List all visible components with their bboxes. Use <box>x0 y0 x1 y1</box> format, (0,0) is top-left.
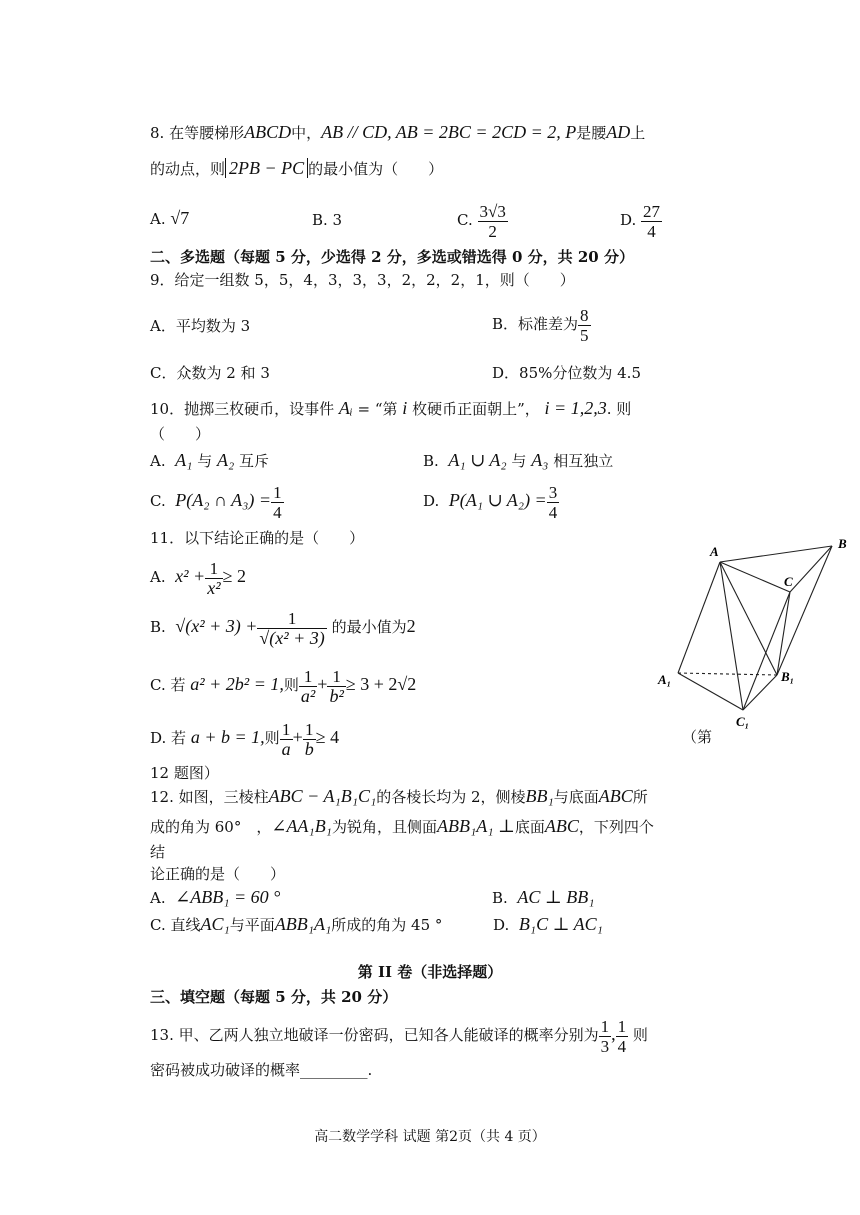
numerator: 3 <box>548 482 558 502</box>
q10-option-b <box>423 450 613 471</box>
q10-text: . 则 <box>606 400 632 418</box>
option-math: a + b = 1, <box>190 727 265 747</box>
q12-text: 为锐角，且侧面 <box>331 818 437 836</box>
option-label: B. <box>423 452 439 470</box>
numerator: 1 <box>205 559 222 579</box>
q8-text: 8. 在等腰梯形 <box>150 124 245 142</box>
option-text: 相互独立 <box>553 452 614 470</box>
q11-stem: 11．以下结论正确的是（ ） <box>150 529 365 547</box>
option-label: D. <box>423 492 440 510</box>
q8-text: 的动点，则 <box>150 160 226 178</box>
q12-stem-line1 <box>150 786 648 807</box>
denominator: 4 <box>273 502 282 522</box>
option-math: ≥ 3 + 2√2 <box>345 674 417 694</box>
option-label: D. <box>493 916 510 934</box>
q12-stem-line2 <box>150 816 654 837</box>
option-math: P(A₁ ∪ A₂) = <box>448 490 547 510</box>
edge-b1c <box>777 592 790 675</box>
page-footer: 高二数学学科 试题 第2页（共 4 页） <box>314 1129 546 1145</box>
q10-option-d <box>423 478 559 523</box>
option-math: P(A₂ ∩ A₃) = <box>175 490 272 510</box>
vertex-label-c1: C₁ <box>736 714 750 729</box>
figure-caption-part1: （第 <box>682 728 713 746</box>
option-math: a² + 2b² = 1, <box>190 674 284 694</box>
option-math: 2 <box>406 616 416 636</box>
option-text: 与 <box>197 452 213 470</box>
q8-math: AD <box>606 122 631 142</box>
q12-text: 的各棱长均为 2，侧棱 <box>376 788 526 806</box>
option-math: ≥ 2 <box>222 566 246 586</box>
q12-text: ，下列四个 <box>578 818 654 836</box>
edge-a1c1 <box>678 673 743 710</box>
q10-stem-line1 <box>150 398 631 419</box>
numerator: 1 <box>280 720 293 740</box>
q13-text: 则 <box>632 1026 648 1044</box>
option-label: C. <box>150 492 166 510</box>
q10-text: 10．抛掷三枚硬币，设事件 <box>150 400 335 418</box>
q12-math: ∠AA₁B₁ <box>271 816 332 836</box>
option-label: A. <box>150 568 166 586</box>
option-math: ≥ 4 <box>315 727 340 747</box>
option-text: B．标准差为 <box>492 315 579 333</box>
option-math: A₁ ∪ A₂ <box>448 450 507 470</box>
q8-text: 的最小值为（ ） <box>308 160 444 178</box>
section3-title: 三、填空题（每题 5 分，共 20 分） <box>150 988 398 1006</box>
option-math: A₂ <box>217 450 235 470</box>
denominator: 3 <box>600 1036 610 1056</box>
fraction <box>478 202 508 241</box>
fraction <box>327 667 345 706</box>
numerator: 27 <box>643 201 661 221</box>
numerator: 1 <box>257 609 326 629</box>
edge-ab <box>720 546 832 562</box>
option-math: + <box>317 674 328 694</box>
q9-option-a: A．平均数为 3 <box>150 317 251 335</box>
q10-option-a <box>150 450 269 471</box>
q12-option-c <box>150 914 442 935</box>
q11-option-b <box>150 604 416 649</box>
option-label: B. <box>492 889 508 907</box>
edge-cc1 <box>743 592 790 710</box>
option-math: B₁C ⊥ AC₁ <box>518 914 603 934</box>
q8-math: AB // CD, AB = 2BC = 2CD = 2, P <box>321 122 577 142</box>
q13-line2: 密码被成功破译的概率_________. <box>150 1061 373 1079</box>
numerator: 1 <box>303 720 316 740</box>
q11-option-c <box>150 662 416 707</box>
q12-text: 12. 如图，三棱柱 <box>150 788 269 806</box>
part2-title: 第 II 卷（非选择题） <box>357 963 503 981</box>
q12-math: BB₁ <box>525 786 554 806</box>
numerator: 1 <box>600 1016 610 1036</box>
section2-title: 二、多选题（每题 5 分，少选得 2 分，多选或错选得 0 分，共 20 分） <box>150 248 634 266</box>
q10-stem-line2: （ ） <box>150 425 211 443</box>
numerator: 1 <box>617 1016 627 1036</box>
q13-line1 <box>150 1012 648 1057</box>
denominator: 5 <box>580 325 589 345</box>
fraction <box>299 667 317 706</box>
edge-aa1 <box>678 562 720 673</box>
q12-math: ABB₁A₁ ⊥ <box>436 816 515 836</box>
fraction <box>599 1017 612 1056</box>
option-label: C. 若 <box>150 676 186 694</box>
denominator: b² <box>329 685 344 706</box>
option-math: A₁ <box>175 450 193 470</box>
vertex-label-b1: B₁ <box>781 669 795 684</box>
option-math: AC ⊥ BB₁ <box>517 887 595 907</box>
q10-option-c <box>150 478 284 523</box>
option-text: 与平面 <box>229 916 275 934</box>
q13-text: 13. 甲、乙两人独立地破译一份密码，已知各人能破译的概率分别为 <box>150 1026 599 1044</box>
option-label: B. <box>150 618 166 636</box>
vertex-label-a1: A₁ <box>658 672 672 687</box>
numerator: 8 <box>580 305 589 325</box>
q12-text: 底面 <box>514 818 545 836</box>
denominator: 4 <box>647 221 656 241</box>
numerator: 1 <box>273 482 282 502</box>
q8-option-c <box>457 198 508 242</box>
q12-math: ABC − A₁B₁C₁ <box>268 786 377 806</box>
option-label: D. 若 <box>150 729 187 747</box>
edge-bc <box>790 546 832 592</box>
q13-math: , <box>611 1024 616 1044</box>
q9-stem: 9．给定一组数 5，5，4，3，3，3，2，2，2，1，则（ ） <box>150 271 575 289</box>
fraction <box>257 609 326 648</box>
option-math: √(x² + 3) + <box>175 616 258 636</box>
edge-a1b1-hidden <box>678 673 777 675</box>
option-text: 互斥 <box>239 452 270 470</box>
fraction <box>578 306 591 345</box>
option-text: 与 <box>511 452 527 470</box>
denominator: a² <box>300 685 316 706</box>
vertex-label-c: C <box>784 574 793 589</box>
q9-option-c: C．众数为 2 和 3 <box>150 364 270 382</box>
edge-bb1 <box>777 546 832 675</box>
q12-math: ABC <box>598 786 633 806</box>
edge-b1c1 <box>743 675 777 710</box>
figure-caption-part2: 12 题图） <box>150 764 219 782</box>
option-label: C. <box>457 211 473 229</box>
option-label: A. <box>150 210 166 228</box>
fraction <box>205 559 222 598</box>
q10-math: i = 1,2,3 <box>544 398 607 418</box>
fraction <box>271 483 284 522</box>
q8-math: ABCD <box>244 122 292 142</box>
q12-option-d <box>493 914 603 935</box>
numerator: 3√3 <box>479 201 506 221</box>
option-math: ∠ABB₁ = 60 ° <box>175 887 281 907</box>
option-text: 则 <box>264 729 280 747</box>
q12-text: 所 <box>632 788 648 806</box>
denominator: 2 <box>488 221 497 241</box>
vertex-label-a: A <box>710 544 719 559</box>
fraction <box>303 720 316 759</box>
q12-option-b <box>492 887 595 908</box>
option-math: A₃ <box>531 450 549 470</box>
q12-text: 与底面 <box>553 788 599 806</box>
q12-math: ABC <box>544 816 579 836</box>
option-text: 的最小值为 <box>331 618 407 636</box>
fraction <box>641 202 662 241</box>
q8-option-d <box>620 198 662 242</box>
q8-stem-line2 <box>150 158 443 179</box>
option-math: ABB₁A₁ <box>274 914 332 934</box>
fraction <box>547 483 560 522</box>
prism-figure <box>650 530 855 730</box>
q10-math: Aᵢ <box>338 398 353 418</box>
q8-text: 是腰 <box>576 124 607 142</box>
q12-option-a <box>150 887 280 908</box>
option-math: AC₁ <box>200 914 230 934</box>
option-text: 则 <box>283 676 299 694</box>
q8-text: 中， <box>291 124 322 142</box>
fraction <box>280 720 293 759</box>
option-math: x² + <box>175 566 206 586</box>
q8-abs-expression: 2PB − PC <box>225 158 308 178</box>
fraction <box>616 1017 629 1056</box>
numerator: 1 <box>327 667 345 687</box>
q10-text: = “第 <box>357 400 398 418</box>
denominator: a <box>281 738 291 759</box>
option-math: + <box>292 727 303 747</box>
option-text: C. 直线 <box>150 916 201 934</box>
denominator: 4 <box>548 502 558 522</box>
denominator: 4 <box>617 1036 627 1056</box>
denominator: √(x² + 3) <box>259 627 325 648</box>
q12-stem-line4: 论正确的是（ ） <box>150 865 286 883</box>
option-label: A. <box>150 889 166 907</box>
q8-option-b: B. 3 <box>312 211 343 229</box>
q10-text: 枚硬币正面朝上”， <box>412 400 540 418</box>
numerator: 1 <box>299 667 317 687</box>
option-text: 所成的角为 45 ° <box>331 916 443 934</box>
option-label: D. <box>620 211 637 229</box>
q11-option-d <box>150 715 339 760</box>
option-value: √7 <box>170 208 190 228</box>
q9-option-d: D．85%分位数为 4.5 <box>492 364 641 382</box>
edge-ac <box>720 562 790 592</box>
denominator: b <box>304 738 314 759</box>
q9-option-b <box>492 302 591 346</box>
q12-stem-line3: 结 <box>150 843 166 861</box>
q10-math: i <box>402 398 408 418</box>
q8-option-a <box>150 208 189 229</box>
option-label: A. <box>150 452 166 470</box>
q11-option-a <box>150 554 246 599</box>
q8-text: 上 <box>630 124 646 142</box>
q12-text: 成的角为 60° ， <box>150 818 272 836</box>
vertex-label-b: B <box>838 536 847 551</box>
q8-stem-line1 <box>150 122 645 143</box>
denominator: x² <box>207 577 221 598</box>
